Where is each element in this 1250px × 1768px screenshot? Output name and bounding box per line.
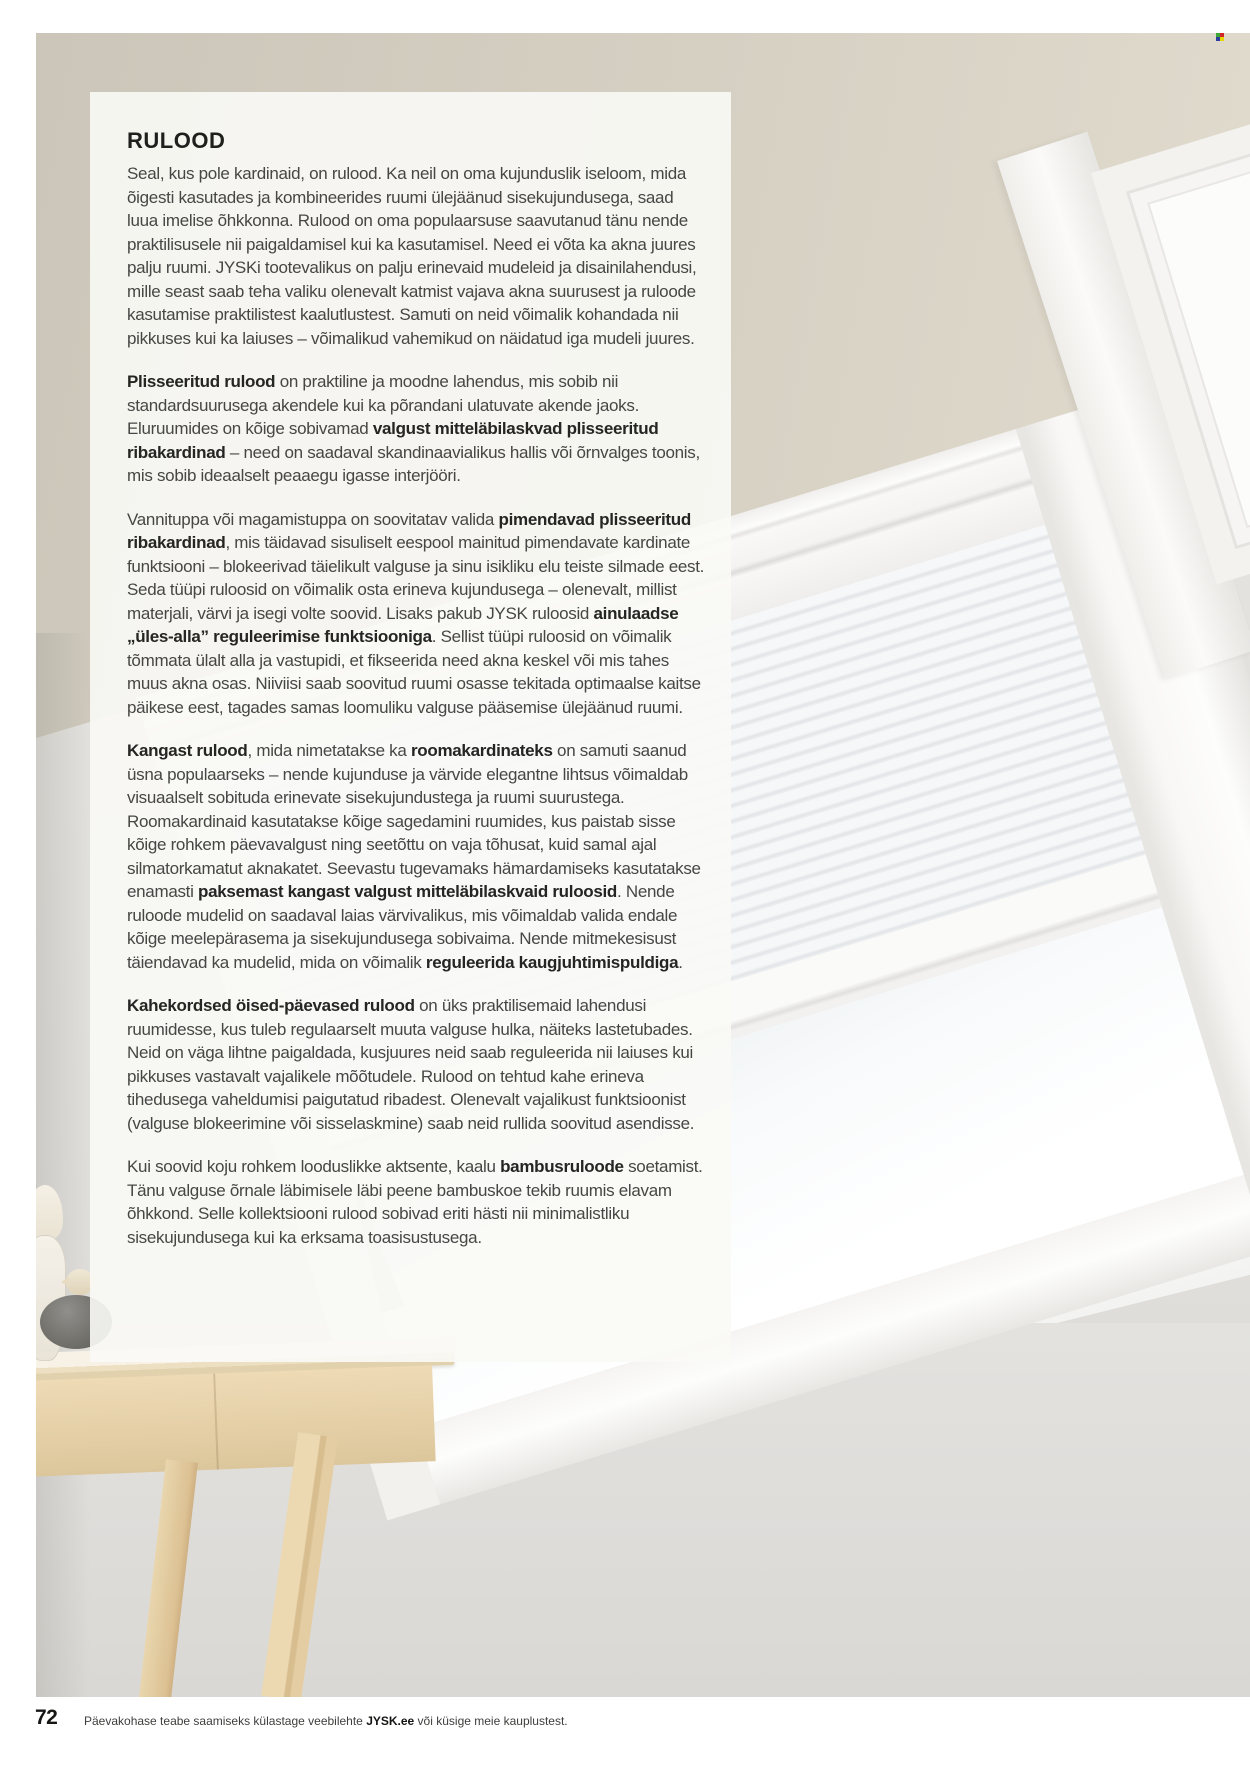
footer-note-suffix: või küsige meie kauplustest.: [414, 1714, 568, 1728]
bird-beak: [61, 1278, 68, 1286]
text-panel: [90, 92, 731, 1362]
footer-brand: JYSK.ee: [366, 1714, 415, 1728]
wooden-table-apron: [36, 1365, 436, 1477]
registration-square-yellow: [1220, 37, 1224, 41]
registration-mark: [1216, 33, 1224, 41]
body-paragraph: Seal, kus pole kardinaid, on rulood. Ka neil on oma kujunduslik iseloom, mida õigesti kasutades ja kombineerides ruumi ülejäänud sisekujundusega, saad luua imelise õhkkonna. Rulood on oma populaarsuse saavutanud tänu nende praktilisusele nii paigaldamisel kui ka kasutamisel. Need ei võta ka akna juures palju ruumi. JYSKi tootevalikus on palju erinevaid mudeleid ja disainilahendusi, mille seast saab teha valiku olenevalt katmist vajava akna suurusest ja ruloode kasutamise praktilistest kaalutlustest. Samuti on neid võimalik kohandada nii pikkuses kui ka laiuses – võimalikud vahemikud on näidatud iga mudeli juures.: [127, 164, 697, 348]
body-paragraph: Kui soovid koju rohkem looduslikke aktsente, kaalu bambusruloode soetamist. Tänu valguse õrnale läbimisele läbi peene bambuskoe tekib ruumis elavam õhkkond. Selle kollektsiooni rulood sobivad eriti hästi nii minimalistliku sisekujundusega kui ka erksama toasisustusega.: [127, 1157, 703, 1247]
body-paragraph: Kahekordsed öised-päevased rulood on üks praktilisemaid lahendusi ruumidesse, kus tuleb regulaarselt muuta valguse hulka, näiteks lastetubades. Neid on väga lihtne paigaldada, kusjuures neid saab reguleerida nii laiuses kui pikkuses vastavalt vajalikele mõõtudele. Rulood on tehtud kahe erineva tihedusega vaheldumisi paigutatud ribadest. Olenevalt vajalikust funktsioonist (valguse blokeerimine või sisselaskmine) saab neid rullida soovitud asendisse.: [127, 996, 695, 1133]
room-photo: [36, 33, 1250, 1697]
table-drawer-seam: [213, 1374, 219, 1470]
body-paragraph: Kangast rulood, mida nimetatakse ka roomakardinateks on samuti saanud üsna populaarseks – nende kujunduse ja värvide elegantne lihtsus võimaldab visuaalselt sobituda erinevate sisekujundustega ja ruumi suurustega. Roomakardinaid kasutatakse kõige sagedamini ruumides, kus paistab sisse kõige rohkem päevavalgust ning seetõttu on vaja tõhusat, kuid samal ajal silmatorkamatut aknakatet. Seevastu tugevamaks hämardamiseks kasutatakse enamasti paksemast kangast valgust mitteläbilaskvaid ruloosid. Nende ruloode mudelid on saadaval laias värvivalikus, mis võimaldab valida endale kõige meelepärasema ja sisekujundusega sobivaima. Nende mitmekesisust täiendavad ka mudelid, mida on võimalik reguleerida kaugjuhtimispuldiga.: [127, 741, 701, 972]
article-body: [127, 162, 705, 1249]
article-title: RULOOD: [127, 128, 226, 153]
footer-note: [84, 1714, 568, 1728]
hourglass-top-bulb: [36, 1185, 63, 1241]
body-paragraph: Plisseeritud rulood on praktiline ja moodne lahendus, mis sobib nii standardsuurusega akendele kui ka põrandani ulatuvate akende jaoks. Eluruumides on kõige sobivamad valgust mitteläbilaskvad plisseeritud ribakardinad – need on saadaval skandinaavialikus hallis või õrnvalges toonis, mis sobib ideaalselt peaaegu igasse interjööri.: [127, 372, 700, 486]
page-number: 72: [35, 1706, 58, 1729]
footer-note-prefix: Päevakohase teabe saamiseks külastage veebilehte: [84, 1714, 367, 1728]
wall-corner-shadow: [36, 633, 90, 1697]
body-paragraph: Vannituppa või magamistuppa on soovitatav valida pimendavad plisseeritud ribakardinad, mis täidavad sisuliselt eespool mainitud pimendavate kardinate funktsiooni – blokeerivad täielikult valguse ja sinu isikliku elu teiste silmade eest. Seda tüüpi ruloosid on võimalik osta erineva kujundusega – olenevalt, millist materjali, värvi ja isegi volte soovid. Lisaks pakub JYSK ruloosid ainulaadse „üles-alla” reguleerimise funktsiooniga. Sellist tüüpi ruloosid on võimalik tõmmata ülalt alla ja vastupidi, et fikseerida need akna keskel või mis tahes muus akna osas. Niiviisi saab soovitud ruumi osasse tekitada optimaalse kaitse päikese eest, tagades samas loomuliku valguse pääsemise ülejäänud ruumi.: [127, 509, 705, 717]
